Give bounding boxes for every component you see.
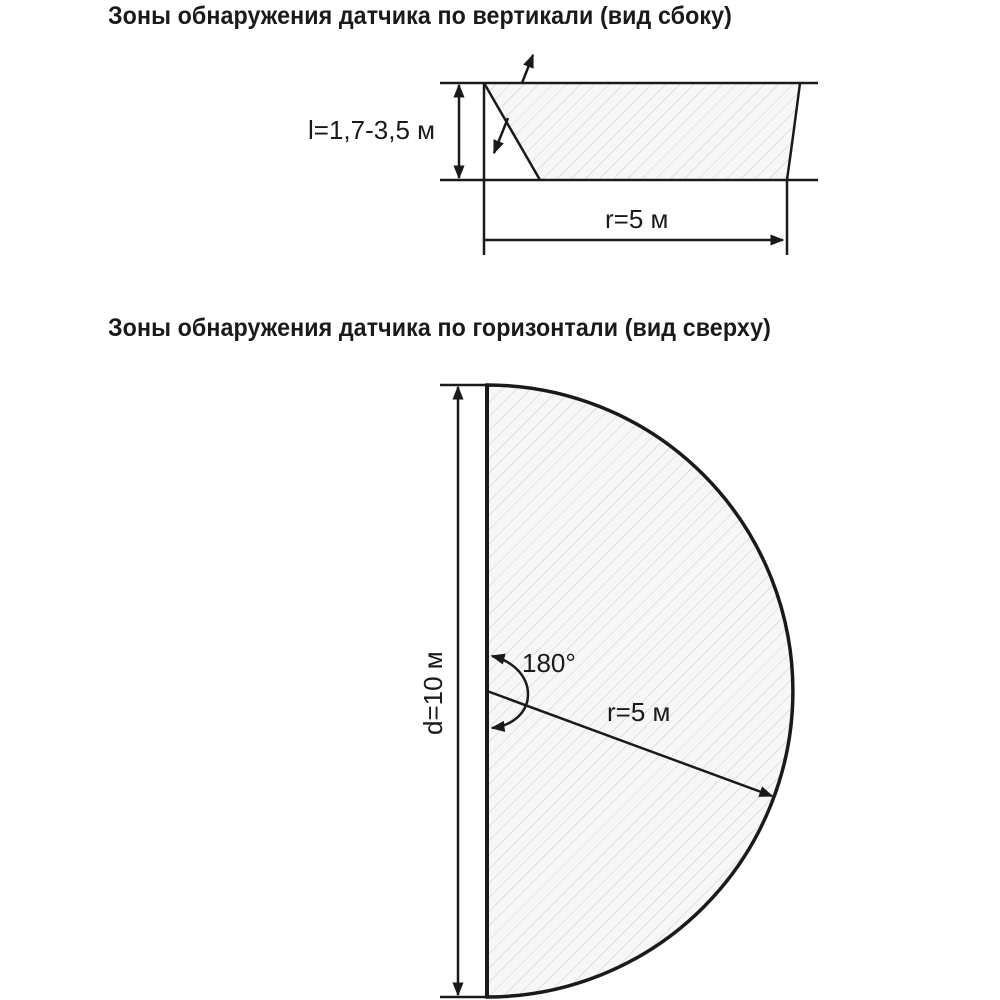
sensor-tilt-arrow-up: [522, 55, 533, 83]
side-view-title: Зоны обнаружения датчика по вертикали (вид сбоку): [108, 2, 733, 30]
top-view-diagram: [440, 385, 793, 997]
sensor-tilt-arrow-down: [494, 118, 508, 153]
side-height-label: l=1,7-3,5 м: [308, 115, 436, 145]
side-radius-label: r=5 м: [605, 204, 669, 234]
top-view-title: Зоны обнаружения датчика по горизонтали (вид сверху): [108, 314, 771, 342]
diameter-label: d=10 м: [418, 651, 448, 735]
top-detection-zone: [487, 385, 793, 997]
top-radius-label: r=5 м: [607, 697, 671, 727]
angle-label: 180°: [522, 648, 576, 678]
